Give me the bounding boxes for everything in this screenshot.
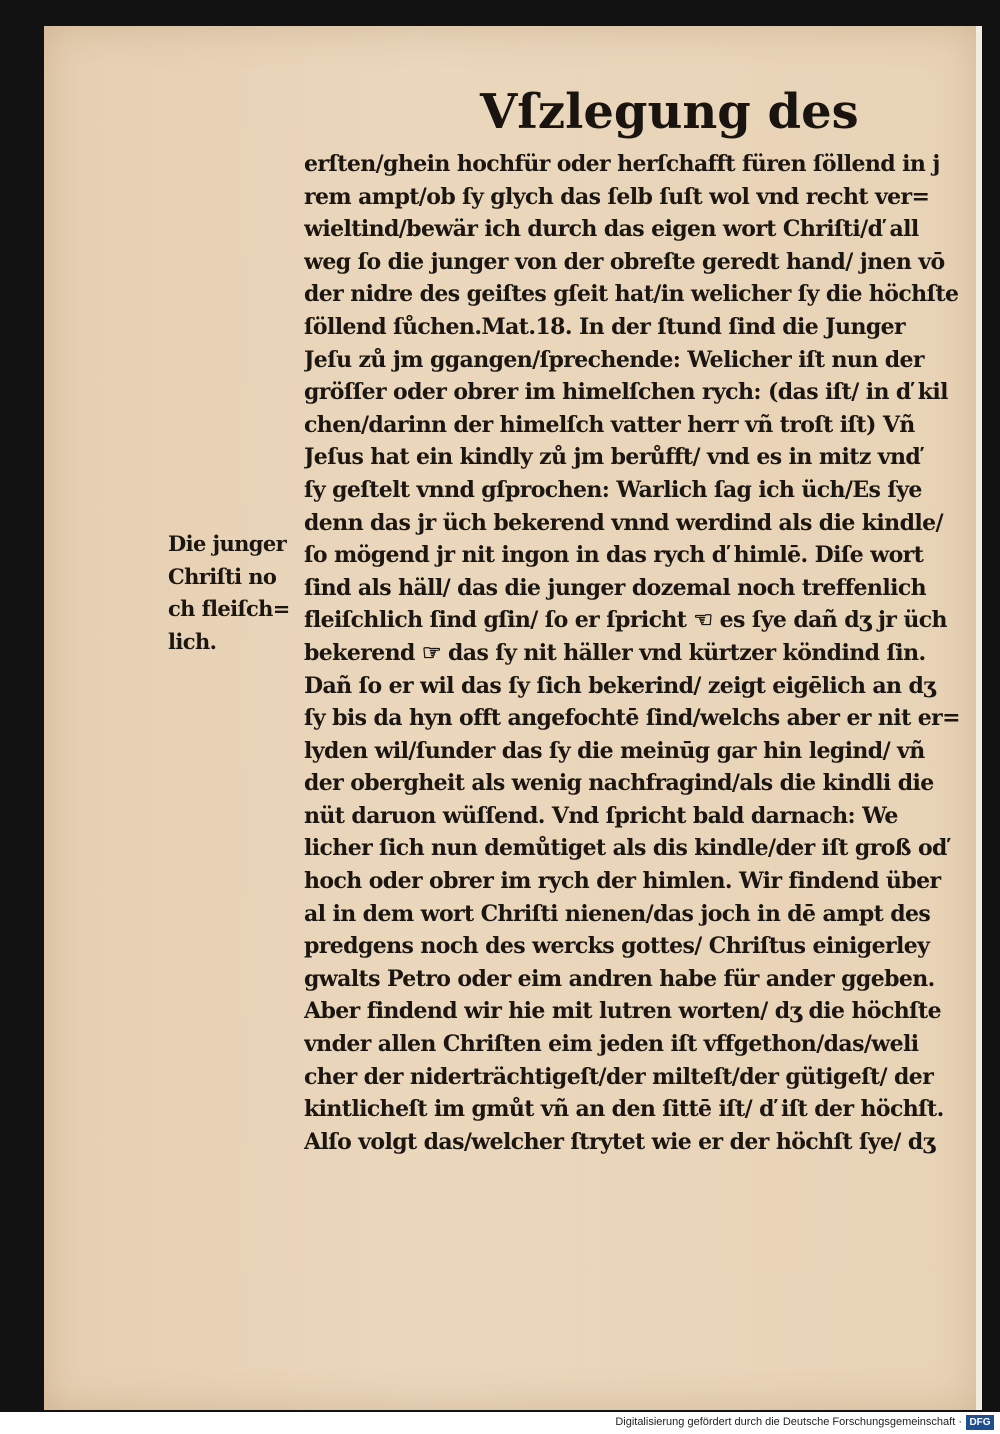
text-line: bekerend ☞ das ſy nit häller vnd kürtzer köndind ſin. (304, 639, 926, 666)
text-line: der nidre des geiſtes gſeit hat/in welicher ſy die höchſte (304, 281, 959, 308)
text-line: wieltind/bewär ich durch das eigen wort Chriſti/ď all (304, 216, 919, 243)
text-line: kintlicheſt im gmůt vñ an den ſittē iſt/ ď iſt der höchſt. (304, 1096, 944, 1123)
marginal-line: Chriſti no (168, 563, 277, 589)
dfg-logo: DFG (966, 1415, 994, 1430)
text-line: Jeſus hat ein kindly zů jm berůfft/ vnd es in mitz vnď (304, 444, 921, 471)
text-line: ſy bis da hyn offt angefochtē ſind/welchs aber er nit er= (304, 705, 960, 732)
text-line: rem ampt/ob ſy glych das ſelb ſuſt wol vnd recht ver= (304, 183, 930, 210)
text-line: lyden wil/ſunder das ſy die meinūg gar hin legind/ vñ (304, 737, 925, 764)
text-line: erſten/ghein hochfür oder herſchafft füren ſöllend in j (304, 151, 940, 177)
text-line: Alſo volgt das/welcher ſtrytet wie er der höchſt ſye/ dʒ (304, 1128, 935, 1155)
text-line: gwalts Petro oder eim andren habe für ander ggeben. (304, 965, 935, 992)
text-line: ſy geſtelt vnnd gſprochen: Warlich ſag ich üch/Es ſye (304, 476, 922, 503)
text-line: fleiſchlich ſind gſin/ ſo er ſpricht ☜ es ſye dañ dʒ jr üch (304, 607, 947, 634)
funding-note: Digitalisierung gefördert durch die Deutsche Forschungsgemeinschaft · (615, 1416, 962, 1428)
text-line: Dañ ſo er wil das ſy ſich bekerind/ zeigt eigēlich an dʒ (304, 672, 936, 699)
marginal-line: lich. (168, 628, 217, 654)
text-line: ſo mögend jr nit ingon in das rych ď himlē. Diſe wort (304, 542, 924, 569)
text-line: predgens noch des wercks gottes/ Chriſtus einigerley (304, 933, 930, 960)
text-line: denn das jr üch bekerend vnnd werdind als die kindle/ (304, 509, 943, 536)
marginal-line: Die junger (168, 531, 287, 556)
text-line: hoch oder obrer im rych der himlen. Wir findend über (304, 868, 941, 895)
text-line: Aber findend wir hie mit lutren worten/ dʒ die höchſte (304, 998, 941, 1025)
marginal-note (168, 528, 300, 658)
running-header: Vſzlegung des (480, 84, 859, 140)
text-line: ſind als häll/ das die junger dozemal noch treffenlich (304, 574, 927, 601)
text-line: vnder allen Chriſten eim jeden iſt vffgethon/das/weli (304, 1031, 919, 1058)
text-line: licher ſich nun demůtiget als dis kindle/der iſt groß oď (304, 835, 947, 862)
text-line: al in dem wort Chriſti nienen/das joch in dē ampt des (304, 900, 931, 927)
text-line: Jeſu zů jm ggangen/ſprechende: Welicher iſt nun der (304, 346, 924, 373)
text-line: der obergheit als wenig nachfragind/als die kindli die (304, 770, 934, 797)
text-line: cher der niderträchtigeſt/der milteſt/der gütigeſt/ der (304, 1063, 934, 1090)
text-line: nüt daruon wüſſend. Vnd ſpricht bald darnach: We (304, 802, 898, 829)
marginal-line: ch fleiſch= (168, 596, 290, 622)
text-line: weg ſo die junger von der obreſte geredt hand/ jnen vō (304, 248, 945, 275)
text-line: ſöllend ſůchen.Mat.18. In der ſtund ſind die Junger (304, 313, 906, 340)
body-text (304, 148, 968, 1158)
page-edge (976, 26, 982, 1410)
text-line: chen/darinn der himelſch vatter herr vñ troſt iſt) Vñ (304, 411, 915, 438)
text-line: gröſſer oder obrer im himelſchen rych: (das iſt/ in ď kil (304, 379, 948, 406)
